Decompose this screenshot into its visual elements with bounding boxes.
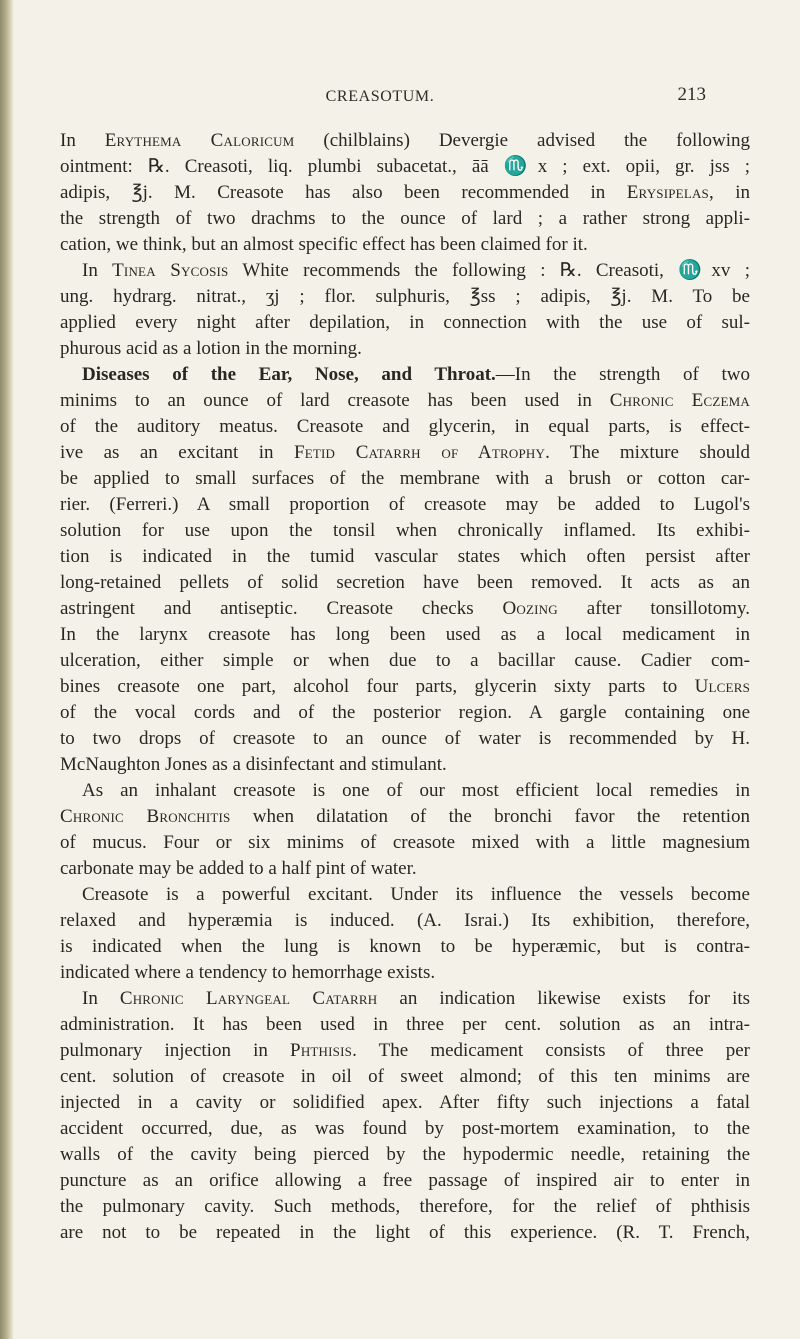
text-line bbox=[60, 1064, 750, 1090]
text-line bbox=[60, 1116, 750, 1142]
text-run: Creasote is a powerful excitant. Under its influence the vessels become bbox=[82, 884, 750, 905]
text-run: In bbox=[82, 988, 120, 1009]
text-run: of mucus. Four or six minims of creasote mixed with a little magnesium bbox=[60, 832, 750, 853]
text-line bbox=[60, 1012, 750, 1038]
text-run: administration. It has been used in three per cent. solution as an intra- bbox=[60, 1014, 750, 1035]
text-run: ive as an excitant in bbox=[60, 442, 294, 463]
text-run: In bbox=[82, 260, 113, 281]
running-head bbox=[60, 84, 706, 110]
text-run: ointment: ℞. Creasoti, liq. plumbi subacetat., āā ♏x ; ext. opii, gr. jss ; bbox=[60, 156, 750, 177]
text-run: In the larynx creasote has long been used as a local medicament in bbox=[60, 624, 750, 645]
text-line bbox=[60, 232, 750, 258]
text-run: . The mixture should bbox=[545, 442, 751, 463]
text-line bbox=[60, 544, 750, 570]
text-line bbox=[60, 362, 750, 388]
text-run: solution for use upon the tonsil when chronically inflamed. Its exhibi- bbox=[60, 520, 750, 541]
text-line bbox=[60, 336, 750, 362]
text-line bbox=[60, 180, 750, 206]
page-binding-edge bbox=[0, 0, 14, 1339]
text-run: . The medicament consists of three per bbox=[352, 1040, 751, 1061]
text-line bbox=[60, 570, 750, 596]
text-run: the pulmonary cavity. Such methods, therefore, for the relief of phthisis bbox=[60, 1196, 750, 1217]
text-line bbox=[60, 804, 750, 830]
text-line bbox=[60, 674, 750, 700]
text-run: is indicated when the lung is known to be hyperæmic, but is contra- bbox=[60, 936, 750, 957]
text-run: —In the strength of two bbox=[495, 364, 751, 385]
text-run: tion is indicated in the tumid vascular states which often persist after bbox=[60, 546, 750, 567]
text-run: minims to an ounce of lard creasote has been used in bbox=[60, 390, 610, 411]
text-run: indicated where a tendency to hemorrhage exists. bbox=[60, 962, 436, 983]
text-line bbox=[60, 466, 750, 492]
text-run: ung. hydrarg. nitrat., ʒj ; flor. sulphuris, ℥ss ; adipis, ℥j. M. To be bbox=[60, 286, 750, 307]
text-line bbox=[60, 1090, 750, 1116]
text-line bbox=[60, 1220, 750, 1246]
page-number: 213 bbox=[677, 84, 706, 105]
text-run: are not to be repeated in the light of this experience. (R. T. French, bbox=[60, 1222, 750, 1243]
text-line bbox=[60, 284, 750, 310]
text-line bbox=[60, 310, 750, 336]
text-line bbox=[60, 414, 750, 440]
text-run-small-caps: Fetid Catarrh of Atrophy bbox=[293, 442, 546, 463]
text-run: cent. solution of creasote in oil of sweet almond; of this ten minims are bbox=[60, 1066, 750, 1087]
text-line bbox=[60, 1142, 750, 1168]
text-run: , in bbox=[709, 182, 751, 203]
text-line bbox=[60, 1038, 750, 1064]
text-run-small-caps: Chronic Bronchitis bbox=[60, 806, 231, 827]
text-line bbox=[60, 154, 750, 180]
text-line bbox=[60, 778, 750, 804]
text-run: adipis, ℥j. M. Creasote has also been recommended in bbox=[60, 182, 627, 203]
text-run: when dilatation of the bronchi favor the retention bbox=[230, 806, 750, 827]
section-heading: Diseases of the Ear, Nose, and Throat. bbox=[82, 364, 496, 385]
text-line bbox=[60, 440, 750, 466]
text-line bbox=[60, 518, 750, 544]
text-run-small-caps: Phthisis bbox=[290, 1040, 353, 1061]
text-run: accident occurred, due, as was found by post-mortem examination, to the bbox=[60, 1118, 750, 1139]
text-run: long-retained pellets of solid secretion have been removed. It acts as an bbox=[60, 572, 750, 593]
text-run-small-caps: Erythema Caloricum bbox=[104, 130, 295, 151]
text-run-small-caps: Ulcers bbox=[694, 676, 750, 697]
text-run: puncture as an orifice allowing a free passage of inspired air to enter in bbox=[60, 1170, 750, 1191]
text-run: McNaughton Jones as a disinfectant and stimulant. bbox=[60, 754, 447, 775]
text-run-small-caps: Erysipelas bbox=[626, 182, 709, 203]
text-run: the strength of two drachms to the ounce of lard ; a rather strong appli- bbox=[60, 208, 750, 229]
text-run: bines creasote one part, alcohol four parts, glycerin sixty parts to bbox=[60, 676, 695, 697]
text-run-small-caps: Chronic Laryngeal Catarrh bbox=[119, 988, 378, 1009]
text-run: rier. (Ferreri.) A small proportion of creasote may be added to Lugol's bbox=[60, 494, 750, 515]
text-run-small-caps: Chronic Eczema bbox=[609, 390, 750, 411]
text-run: after tonsillotomy. bbox=[557, 598, 750, 619]
text-run: astringent and antiseptic. Creasote checks bbox=[60, 598, 503, 619]
text-line bbox=[60, 908, 750, 934]
text-line bbox=[60, 700, 750, 726]
text-run: phurous acid as a lotion in the morning. bbox=[60, 338, 362, 359]
text-run-small-caps: Tinea Sycosis bbox=[112, 260, 229, 281]
text-line bbox=[60, 648, 750, 674]
text-line bbox=[60, 388, 750, 414]
text-line bbox=[60, 752, 750, 778]
text-run: cation, we think, but an almost specific effect has been claimed for it. bbox=[60, 234, 588, 255]
running-title: CREASOTUM. bbox=[325, 88, 435, 105]
text-line bbox=[60, 1168, 750, 1194]
text-run-small-caps: Oozing bbox=[502, 598, 558, 619]
text-run: White recommends the following : ℞. Creasoti, ♏xv ; bbox=[228, 260, 750, 281]
text-line bbox=[60, 622, 750, 648]
text-run: carbonate may be added to a half pint of water. bbox=[60, 858, 417, 879]
text-run: relaxed and hyperæmia is induced. (A. Israi.) Its exhibition, therefore, bbox=[60, 910, 750, 931]
text-line bbox=[60, 258, 750, 284]
text-line bbox=[60, 128, 750, 154]
text-run: ulceration, either simple or when due to a bacillar cause. Cadier com- bbox=[60, 650, 750, 671]
text-run: As an inhalant creasote is one of our most efficient local remedies in bbox=[82, 780, 750, 801]
text-run: to two drops of creasote to an ounce of water is recommended by H. bbox=[60, 728, 750, 749]
text-run: injected in a cavity or solidified apex. After fifty such injections a fatal bbox=[60, 1092, 750, 1113]
text-line bbox=[60, 934, 750, 960]
text-run: of the vocal cords and of the posterior region. A gargle containing one bbox=[60, 702, 750, 723]
text-run: be applied to small surfaces of the membrane with a brush or cotton car- bbox=[60, 468, 750, 489]
text-line bbox=[60, 856, 750, 882]
text-run: (chilblains) Devergie advised the following bbox=[294, 130, 751, 151]
text-line bbox=[60, 596, 750, 622]
body-text bbox=[60, 128, 750, 1246]
text-run: an indication likewise exists for its bbox=[377, 988, 751, 1009]
text-line bbox=[60, 206, 750, 232]
text-run: In bbox=[60, 130, 105, 151]
text-line bbox=[60, 1194, 750, 1220]
text-line bbox=[60, 960, 750, 986]
text-run: applied every night after depilation, in connection with the use of sul- bbox=[60, 312, 750, 333]
text-run: walls of the cavity being pierced by the hypodermic needle, retaining the bbox=[60, 1144, 750, 1165]
text-line bbox=[60, 830, 750, 856]
text-line bbox=[60, 882, 750, 908]
text-line bbox=[60, 986, 750, 1012]
text-run: pulmonary injection in bbox=[60, 1040, 291, 1061]
text-run: of the auditory meatus. Creasote and glycerin, in equal parts, is effect- bbox=[60, 416, 750, 437]
text-line bbox=[60, 726, 750, 752]
text-line bbox=[60, 492, 750, 518]
